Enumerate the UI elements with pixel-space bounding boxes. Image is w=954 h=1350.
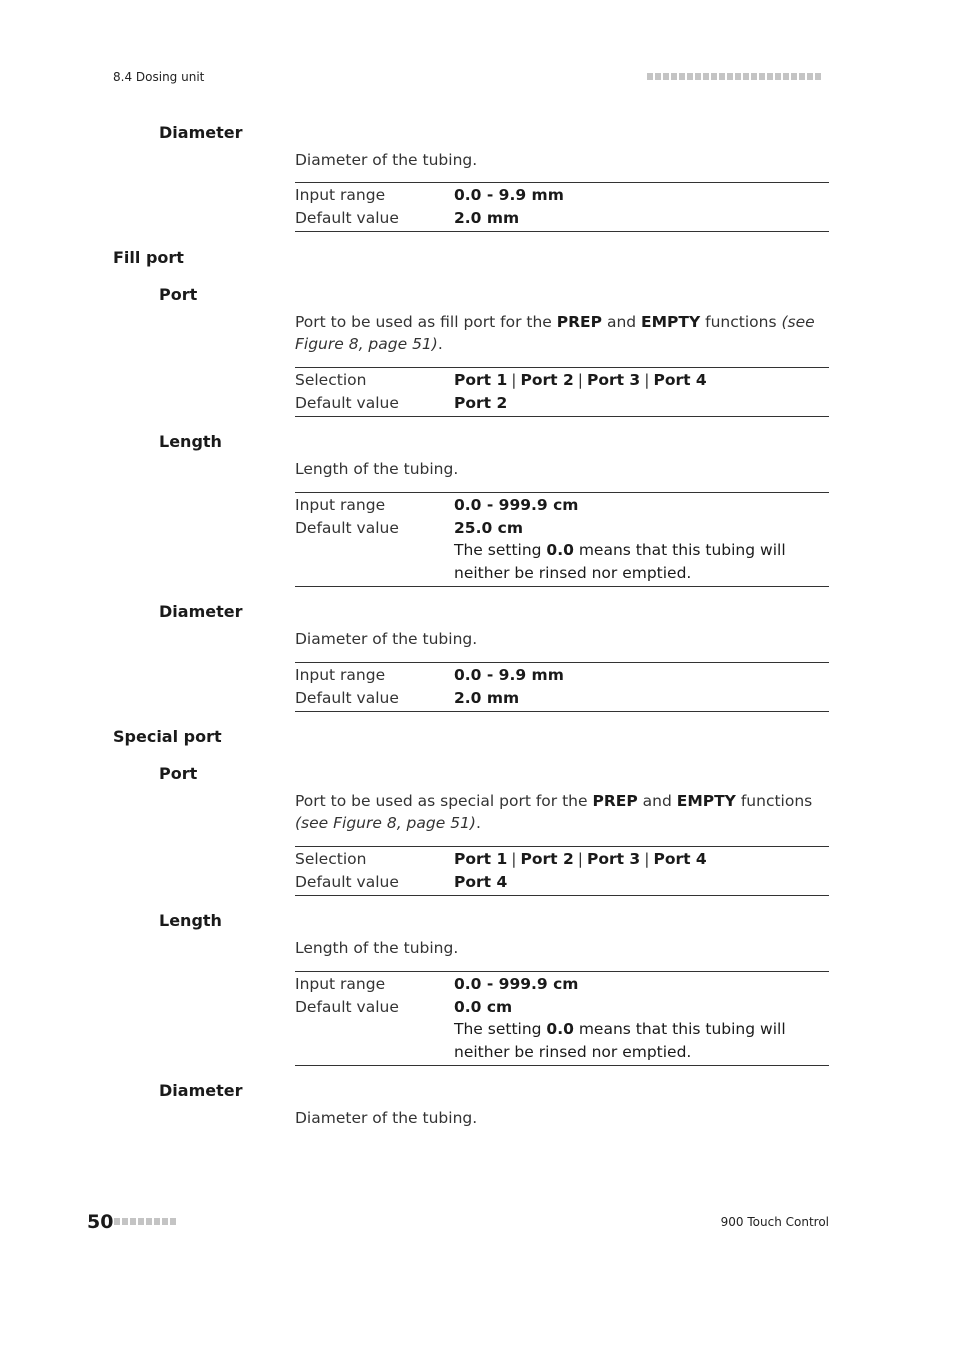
decoration-dot [663,73,669,80]
fill-port-heading: Fill port [113,248,184,267]
default-value-label: Default value [295,997,399,1016]
decoration-dot [138,1218,144,1225]
input-range-value: 0.0 - 9.9 mm [454,186,564,204]
fill-port-diameter-heading: Diameter [159,602,243,621]
decoration-dot [767,73,773,80]
length-note: The setting 0.0 means that this tubing will neither be rinsed nor emptied. [454,541,786,582]
decoration-dot [154,1218,160,1225]
diameter-description: Diameter of the tubing. [295,151,478,169]
default-value-label: Default value [295,518,399,537]
input-range-label: Input range [295,496,386,514]
default-value-label: Default value [295,208,399,227]
default-value: 2.0 mm [454,208,520,227]
fill-port-diameter-description: Diameter of the tubing. [295,630,478,648]
special-port-length-description: Length of the tubing. [295,939,459,957]
default-value: 2.0 mm [454,688,520,707]
input-range-value: 0.0 - 999.9 cm [454,975,579,993]
input-range-label: Input range [295,186,386,204]
decoration-dot [162,1218,168,1225]
decoration-dot [655,73,661,80]
decoration-dot [815,73,821,80]
default-value: 0.0 cm [454,997,513,1016]
diameter-param-table [295,182,829,232]
default-value: Port 4 [454,872,508,891]
decoration-dot [130,1218,136,1225]
input-range-value: 0.0 - 9.9 mm [454,666,564,684]
decoration-dot [751,73,757,80]
fill-port-length-table [295,492,829,587]
decoration-dot [807,73,813,80]
decoration-dot [735,73,741,80]
decoration-dot [122,1218,128,1225]
default-value: Port 2 [454,393,508,412]
special-port-diameter-description: Diameter of the tubing. [295,1109,478,1127]
default-value-label: Default value [295,688,399,707]
header-decoration-dots [647,73,829,81]
decoration-dot [114,1218,120,1225]
product-name: 900 Touch Control [720,1215,829,1229]
special-port-port-table [295,846,829,896]
fill-port-port-description: Port to be used as fill port for the PREP and EMPTY functions (see Figure 8, page 51). [295,313,815,353]
decoration-dot [775,73,781,80]
default-value-label: Default value [295,872,399,891]
decoration-dot [647,73,653,80]
input-range-label: Input range [295,666,386,684]
special-port-length-table [295,971,829,1066]
input-range-label: Input range [295,975,386,993]
decoration-dot [679,73,685,80]
fill-port-port-heading: Port [159,285,198,304]
decoration-dot [719,73,725,80]
input-range-value: 0.0 - 999.9 cm [454,496,579,514]
page-number: 50 [87,1211,114,1233]
fill-port-length-heading: Length [159,432,222,451]
selection-options: Port 1 | Port 2 | Port 3 | Port 4 [454,850,707,868]
special-port-heading: Special port [113,727,222,746]
fill-port-length-description: Length of the tubing. [295,460,459,478]
decoration-dot [791,73,797,80]
default-value: 25.0 cm [454,518,523,537]
length-note: The setting 0.0 means that this tubing will neither be rinsed nor emptied. [454,1020,786,1061]
decoration-dot [759,73,765,80]
special-port-port-heading: Port [159,764,198,783]
decoration-dot [743,73,749,80]
special-port-port-description: Port to be used as special port for the PREP and EMPTY functions (see Figure 8, page 51). [295,792,813,832]
decoration-dot [146,1218,152,1225]
diameter-heading: Diameter [159,123,243,142]
selection-label: Selection [295,371,367,389]
decoration-dot [695,73,701,80]
decoration-dot [711,73,717,80]
default-value-label: Default value [295,393,399,412]
decoration-dot [671,73,677,80]
selection-label: Selection [295,850,367,868]
decoration-dot [170,1218,176,1225]
special-port-diameter-heading: Diameter [159,1081,243,1100]
fill-port-port-table [295,367,829,417]
decoration-dot [799,73,805,80]
decoration-dot [783,73,789,80]
decoration-dot [727,73,733,80]
selection-options: Port 1 | Port 2 | Port 3 | Port 4 [454,371,707,389]
footer-decoration-dots [114,1218,176,1225]
decoration-dot [687,73,693,80]
running-header-section: 8.4 Dosing unit [113,70,205,84]
decoration-dot [703,73,709,80]
fill-port-diameter-table [295,662,829,712]
special-port-length-heading: Length [159,911,222,930]
